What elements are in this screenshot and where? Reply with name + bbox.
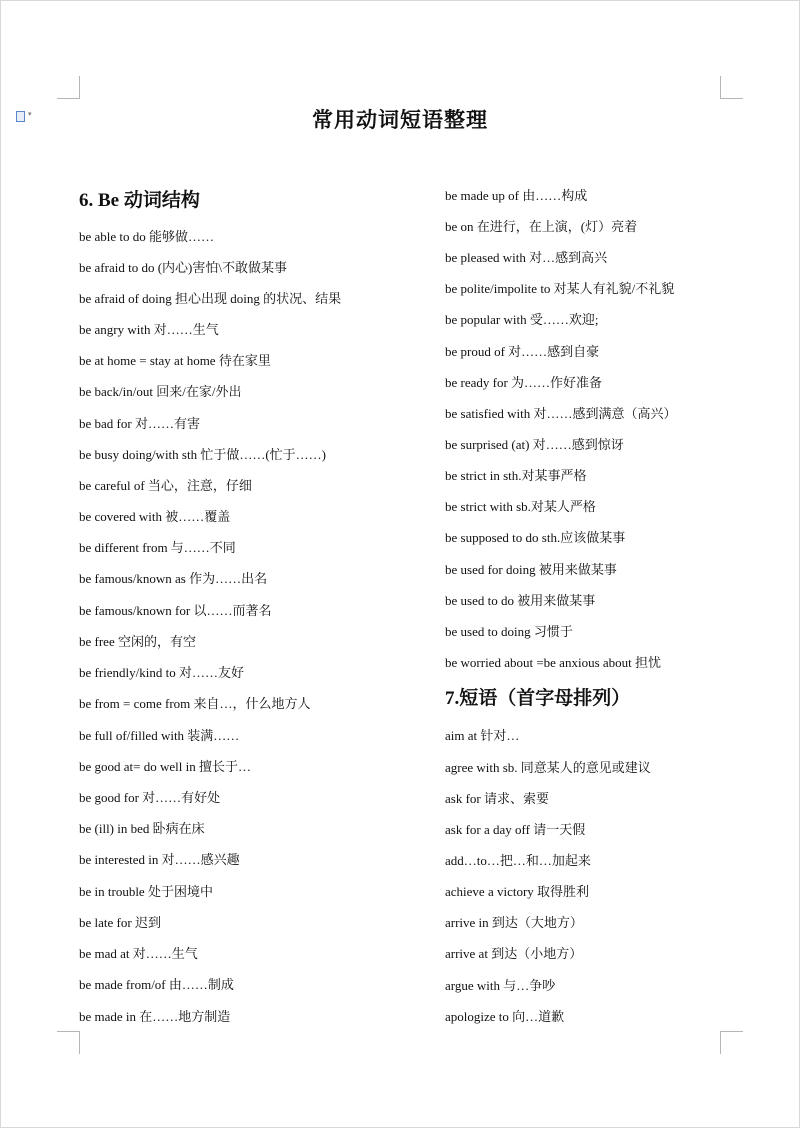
list-item: be pleased with 对…感到高兴 xyxy=(445,250,608,265)
list-item: be careful of 当心，注意，仔细 xyxy=(79,478,252,493)
list-item: arrive in 到达（大地方） xyxy=(445,915,583,930)
list-item: be on 在进行，在上演，(灯）亮着 xyxy=(445,219,638,234)
list-item: be proud of 对……感到自豪 xyxy=(445,344,600,359)
list-item: be famous/known as 作为……出名 xyxy=(79,571,268,586)
list-item: be from = come from 来自…，什么地方人 xyxy=(79,696,311,711)
list-item: aim at 针对… xyxy=(445,728,520,743)
list-item: be free 空闲的，有空 xyxy=(79,634,196,649)
document-title: 常用动词短语整理 xyxy=(312,108,488,132)
list-item: be (ill) in bed 卧病在床 xyxy=(79,821,205,836)
list-item: be made in 在……地方制造 xyxy=(79,1009,231,1024)
list-item: be able to do 能够做…… xyxy=(79,229,215,244)
list-item: ask for 请求、索要 xyxy=(445,791,549,806)
list-item: argue with 与…争吵 xyxy=(445,978,556,993)
list-item: ask for a day off 请一天假 xyxy=(445,822,586,837)
list-item: be made up of 由……构成 xyxy=(445,188,588,203)
list-item: be friendly/kind to 对……友好 xyxy=(79,665,245,680)
list-item: be late for 迟到 xyxy=(79,915,161,930)
list-item: be ready for 为……作好准备 xyxy=(445,375,603,390)
list-item: be satisfied with 对……感到满意（高兴） xyxy=(445,406,677,421)
list-item: be strict with sb.对某人严格 xyxy=(445,499,596,514)
list-item: be made from/of 由……制成 xyxy=(79,977,234,992)
list-item: be polite/impolite to 对某人有礼貌/不礼貌 xyxy=(445,281,675,296)
list-item: apologize to 向…道歉 xyxy=(445,1009,565,1024)
list-item: be worried about =be anxious about 担忧 xyxy=(445,655,662,670)
list-item: be back/in/out 回来/在家/外出 xyxy=(79,384,242,399)
list-item: be at home = stay at home 待在家里 xyxy=(79,353,271,368)
list-item: be strict in sth.对某事严格 xyxy=(445,468,587,483)
list-item: be used to do 被用来做某事 xyxy=(445,593,596,608)
list-item: be busy doing/with sth 忙于做……(忙于……) xyxy=(79,447,326,462)
list-item: be used for doing 被用来做某事 xyxy=(445,562,617,577)
section-heading-phrases: 7.短语（首字母排列） xyxy=(445,688,631,709)
list-item: add…to…把…和…加起来 xyxy=(445,853,591,868)
list-item: be bad for 对……有害 xyxy=(79,416,200,431)
list-item: be famous/known for 以……而著名 xyxy=(79,603,272,618)
list-item: be used to doing 习惯于 xyxy=(445,624,573,639)
list-item: be in trouble 处于困境中 xyxy=(79,884,213,899)
list-item: be full of/filled with 装满…… xyxy=(79,728,240,743)
margin-corner-bottom-left xyxy=(57,1031,80,1054)
list-item: be good at= do well in 擅长于… xyxy=(79,759,251,774)
list-item: be different from 与……不同 xyxy=(79,540,236,555)
margin-corner-top-left xyxy=(57,76,80,99)
list-item: be surprised (at) 对……感到惊讶 xyxy=(445,437,624,452)
list-item: achieve a victory 取得胜利 xyxy=(445,884,590,899)
list-item: be mad at 对……生气 xyxy=(79,946,198,961)
list-item: be covered with 被……覆盖 xyxy=(79,509,231,524)
list-item: agree with sb. 同意某人的意见或建议 xyxy=(445,760,651,775)
section-heading-be-verbs: 6. Be 动词结构 xyxy=(79,190,200,211)
list-item: be good for 对……有好处 xyxy=(79,790,221,805)
dropdown-arrow-icon[interactable]: ▾ xyxy=(28,110,32,118)
list-item: be afraid of doing 担心出现 doing 的状况、结果 xyxy=(79,291,342,306)
margin-corner-top-right xyxy=(720,76,743,99)
list-item: be afraid to do (内心)害怕\不敢做某事 xyxy=(79,260,287,275)
margin-corner-bottom-right xyxy=(720,1031,743,1054)
list-item: be angry with 对……生气 xyxy=(79,322,219,337)
list-item: be popular with 受……欢迎; xyxy=(445,312,599,327)
list-item: be supposed to do sth.应该做某事 xyxy=(445,530,626,545)
list-item: be interested in 对……感兴趣 xyxy=(79,852,240,867)
list-item: arrive at 到达（小地方） xyxy=(445,946,583,961)
